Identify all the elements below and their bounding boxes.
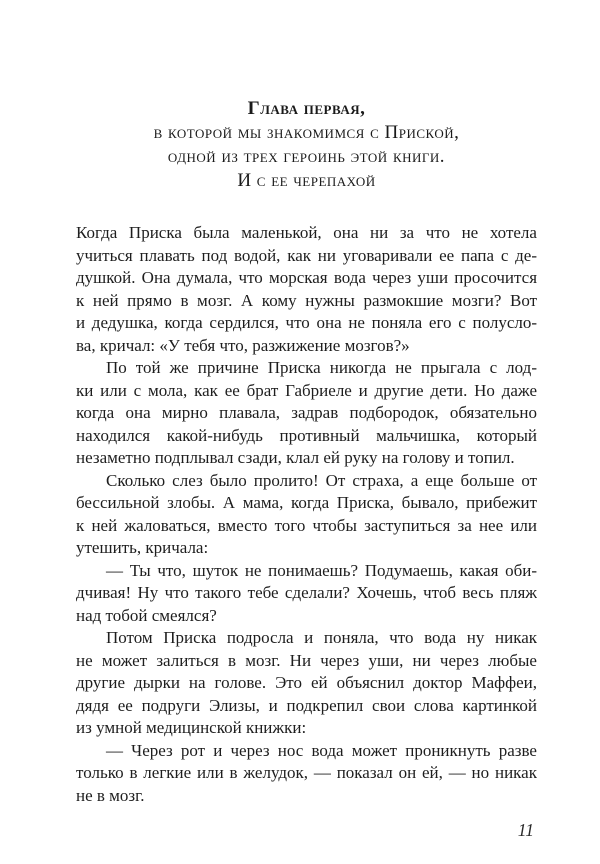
text-line: над тобой смеялся? [76, 605, 217, 625]
paragraph [76, 222, 537, 357]
text-line: По той же причине Приска никогда не прыгала с лод- [106, 358, 537, 377]
text-line: к ней жаловаться, вместо того чтобы заступиться за нее или [76, 515, 537, 535]
text-line: утешить, кричала: [76, 538, 209, 557]
text-line: душкой. Она думала, что морская вода через уши просочится [76, 268, 537, 287]
text-line: дядя ее подруги Элизы, и подкрепил свои слова картинкой [76, 695, 537, 715]
text-line: к ней прямо в мозг. А кому нужны размокшие мозги? Вот [76, 290, 537, 310]
text-line: учиться плавать под водой, как ни уговаривали ее папа с де- [76, 245, 537, 265]
text-line: бессильной злобы. А мама, когда Приска, бывало, прибежит [76, 493, 537, 512]
text-line: ки или с мола, как ее брат Габриеле и другие дети. Но даже [76, 380, 537, 400]
text-line: Сколько слез было пролито! От страха, а еще больше от [106, 470, 537, 490]
body-text [76, 222, 537, 807]
text-line: только в легкие или в желудок, — показал он ей, — но никак [76, 763, 537, 782]
page-number: 11 [517, 820, 534, 840]
text-line: дчивая! Ну что такого тебе сделали? Хочешь, чтоб весь пляж [76, 583, 537, 602]
text-line: из умной медицинской книжки: [76, 718, 307, 737]
text-line: не может залиться в мозг. Ни через уши, ни через любые [76, 650, 537, 670]
text-line: не в мозг. [76, 785, 145, 805]
text-line: незаметно подплывал сзади, клал ей руку на голову и топил. [76, 448, 515, 467]
chapter-subtitle-line-2: одной из трех героинь этой книги. [167, 146, 446, 167]
text-line: другие дырки на голове. Это ей объяснил доктор Маффеи, [76, 673, 537, 692]
chapter-subtitle-line-3: И с ее черепахой [237, 170, 376, 191]
text-line: — Ты что, шуток не понимаешь? Подумаешь, какая оби- [106, 560, 537, 580]
text-line: и дедушка, когда сердился, что она не поняла его с полусло- [76, 313, 537, 332]
chapter-subtitle-line-1: в которой мы знакомимся с Приской, [153, 122, 460, 143]
chapter-heading [76, 97, 537, 193]
text-line: Потом Приска подросла и поняла, что вода ну никак [106, 628, 537, 647]
paragraph [76, 740, 537, 808]
paragraph [76, 560, 537, 628]
paragraph [76, 470, 537, 560]
text-line: Когда Приска была маленькой, она ни за что не хотела [76, 223, 537, 242]
chapter-title: Глава первая, [247, 98, 366, 119]
text-line: — Через рот и через нос вода может проникнуть разве [106, 740, 537, 760]
text-line: находился какой-нибудь противный мальчишка, который [76, 425, 537, 445]
text-line: ва, кричал: «У тебя что, разжижение мозгов?» [76, 335, 410, 355]
text-line: когда она мирно плавала, задрав подбородок, обязательно [76, 403, 537, 422]
paragraph [76, 357, 537, 470]
paragraph [76, 627, 537, 740]
